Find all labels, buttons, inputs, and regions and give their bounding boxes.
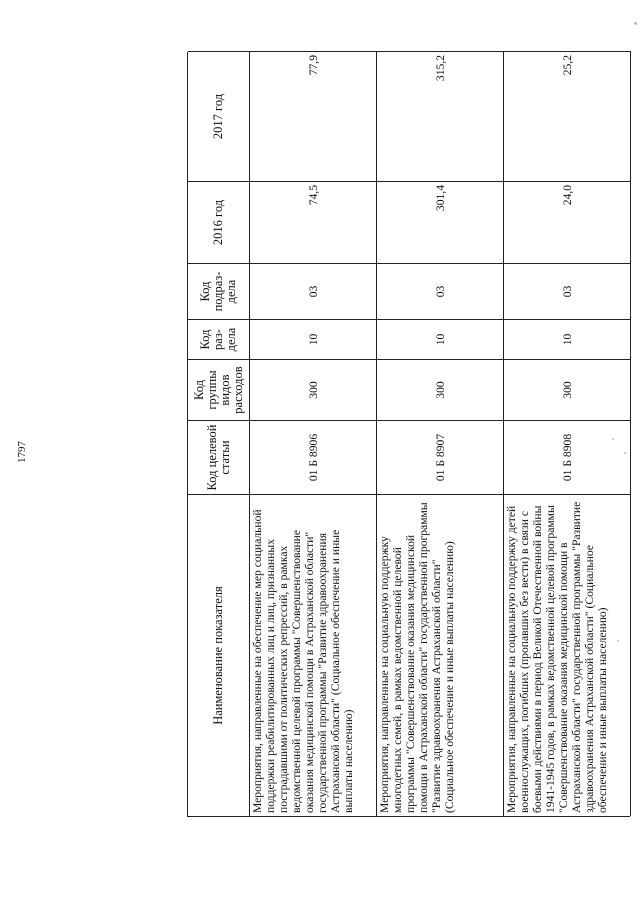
page-number: 1797 bbox=[16, 441, 28, 463]
header-group-code: Код группы видов расходов bbox=[188, 359, 250, 420]
header-subsection: Код подраз-дела bbox=[188, 263, 250, 319]
row-1-name: Мероприятия, направленные на обеспечение мер социальной поддержки реабилитированных лиц и лиц, признанных пострадавшими от политических репрессий, в рамках ведомственной целевой программы "Совершенствование оказания медицинской помощи в Астраханской области" государственной программы "Развитие здравоохранения Астраханской области" (Социальное обеспечение и иные выплаты населению) bbox=[250, 494, 377, 816]
budget-table bbox=[187, 52, 630, 817]
row-2-section: 10 bbox=[377, 319, 504, 359]
row-2-target-code: 01 Б 8907 bbox=[377, 420, 504, 494]
row-3-2016: 24,0 bbox=[504, 181, 631, 263]
header-name: Наименование показателя bbox=[188, 494, 250, 816]
row-1-group-code: 300 bbox=[250, 359, 377, 420]
row-2-group-code: 300 bbox=[377, 359, 504, 420]
row-1-subsection: 03 bbox=[250, 263, 377, 319]
row-3-2017: 25,2 bbox=[504, 51, 631, 181]
row-3-section: 10 bbox=[504, 319, 631, 359]
scan-speck bbox=[634, 22, 637, 25]
header-section: Код раз-дела bbox=[188, 319, 250, 359]
row-1-target-code: 01 Б 8906 bbox=[250, 420, 377, 494]
row-3-group-code: 300 bbox=[504, 359, 631, 420]
row-3-name: Мероприятия, направленные на социальную поддержку детей военнослужащих, погибших (пропавших без вести) в связи с боевыми действиями в период Великой Отечественной войны 1941-1945 годов, в рамках ведомственной целевой программы "Совершенствование оказания медицинской помощи в Астраханской области" государственной программы "Развитие здравоохранения Астраханской области" (Социальное обеспечение и иные выплаты населению) bbox=[504, 494, 631, 816]
row-1-section: 10 bbox=[250, 319, 377, 359]
row-3-target-code: 01 Б 8908 bbox=[504, 420, 631, 494]
row-3-subsection: 03 bbox=[504, 263, 631, 319]
header-2017: 2017 год bbox=[188, 51, 250, 181]
row-2-2016: 301,4 bbox=[377, 181, 504, 263]
row-2-name: Мероприятия, направленные на социальную поддержку многодетных семей, в рамках ведомственной целевой программы "Совершенствование оказания медицинской помощи в Астраханской области" государственной программы "Развитие здравоохранения Астраханской области" (Социальное обеспечение и иные выплаты населению) bbox=[377, 494, 504, 816]
header-target-code: Код целевой статьи bbox=[188, 420, 250, 494]
header-2016: 2016 год bbox=[188, 181, 250, 263]
table-rotator bbox=[187, 52, 630, 817]
row-1-2017: 77,9 bbox=[250, 51, 377, 181]
row-1-2016: 74,5 bbox=[250, 181, 377, 263]
row-2-2017: 315,2 bbox=[377, 51, 504, 181]
row-2-subsection: 03 bbox=[377, 263, 504, 319]
